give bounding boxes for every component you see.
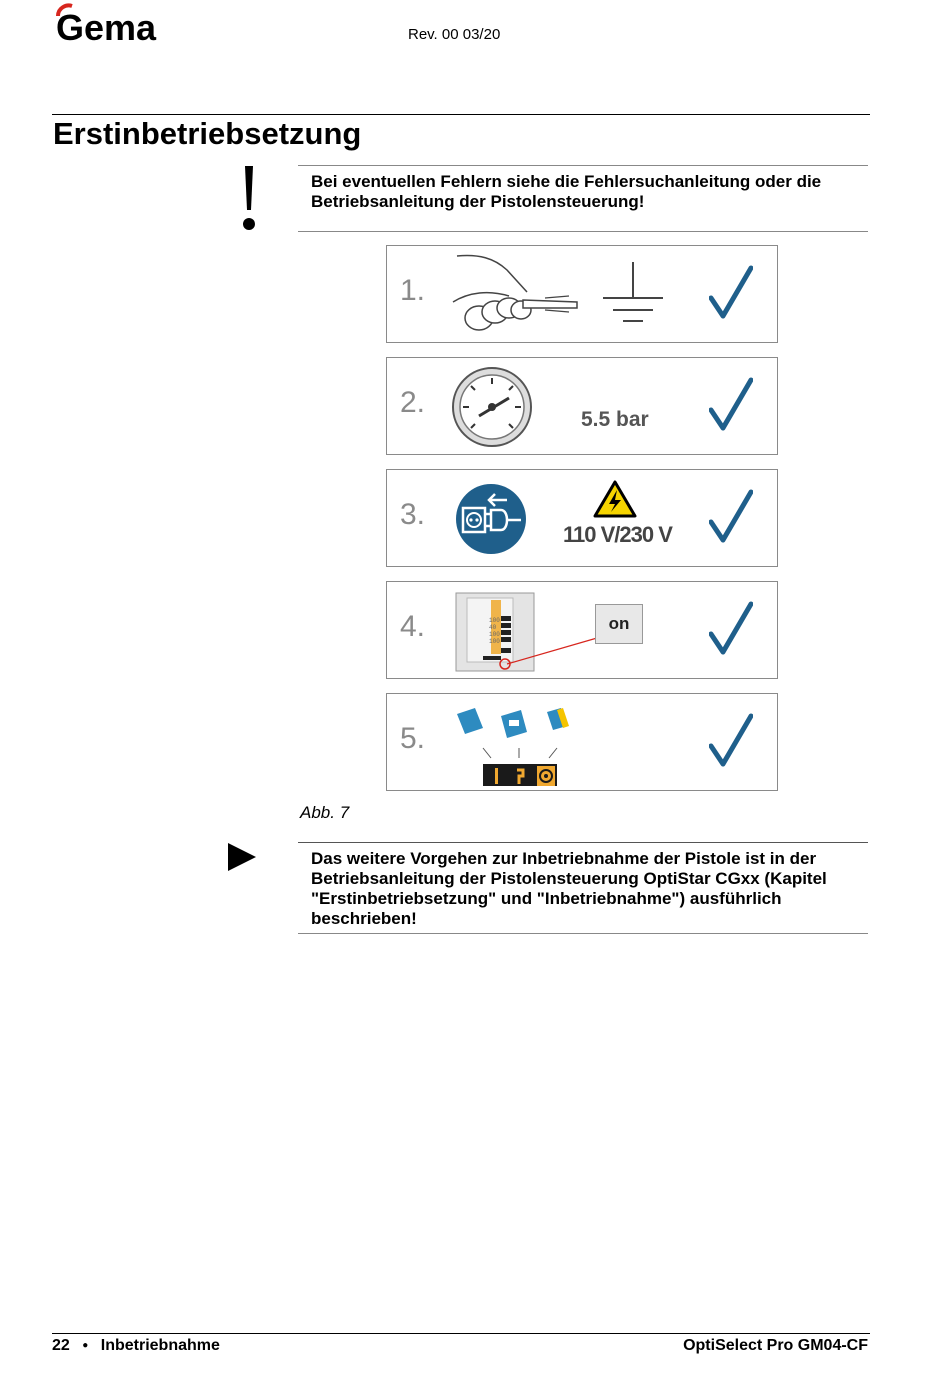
step-panel-3 <box>386 469 778 567</box>
pressure-gauge-icon <box>451 366 533 448</box>
step-number: 4. <box>400 610 426 643</box>
page-title: Erstinbetriebsetzung <box>53 116 362 151</box>
operating-mode-icons <box>453 702 575 786</box>
svg-text:100: 100 <box>489 631 500 638</box>
grounding-clamp-hand-icon <box>449 252 584 338</box>
revision-label: Rev. 00 03/20 <box>408 26 501 43</box>
step-number: 3. <box>400 498 426 531</box>
figure-caption: Abb. 7 <box>300 803 350 822</box>
svg-text:100: 100 <box>489 617 500 624</box>
footer-left <box>52 1337 220 1355</box>
action-bottom-rule <box>298 933 868 934</box>
note-top-rule <box>298 165 868 166</box>
action-top-rule <box>298 842 868 843</box>
checkmark-icon <box>709 600 753 656</box>
logo-text: Gema <box>56 7 157 48</box>
step-number: 5. <box>400 722 426 755</box>
svg-text:40: 40 <box>489 624 497 631</box>
checkmark-icon <box>709 376 753 432</box>
step-panel-5 <box>386 693 778 791</box>
voltage-label: 110 V/230 V <box>563 522 672 547</box>
chapter-name: Inbetriebnahme <box>100 1337 220 1354</box>
title-rule <box>52 114 870 115</box>
svg-text:100: 100 <box>489 638 500 645</box>
warning-note-text: Bei eventuellen Fehlern siehe die Fehlersuchanleitung oder die Betriebsanleitung der Pistolensteuerung! <box>311 172 822 211</box>
checkmark-icon <box>709 264 753 320</box>
step-panel-4 <box>386 581 778 679</box>
callout-line <box>505 636 599 666</box>
on-button-illustration: on <box>595 604 643 644</box>
pressure-label: 5.5 bar <box>581 408 649 431</box>
footer-bullet: ● <box>82 1340 89 1351</box>
checkmark-icon <box>709 488 753 544</box>
step-panel-2 <box>386 357 778 455</box>
product-name: OptiSelect Pro GM04-CF <box>683 1337 868 1354</box>
ground-symbol-icon <box>601 260 665 324</box>
gema-logo <box>52 2 167 48</box>
high-voltage-warning-icon <box>593 480 637 518</box>
arrow-right-icon <box>228 843 256 871</box>
step-number: 2. <box>400 386 426 419</box>
step-panel-1 <box>386 245 778 343</box>
step-number: 1. <box>400 274 426 307</box>
action-note-text: Das weitere Vorgehen zur Inbetriebnahme der Pistole ist in der Betriebsanleitung der Pistolensteuerung OptiStar CGxx (Kapitel "Erstinbetriebsetzung" und "Inbetriebnahme") ausführlich beschrieben! <box>311 849 827 928</box>
checkmark-icon <box>709 712 753 768</box>
plug-connect-icon <box>455 482 527 556</box>
exclamation-icon <box>241 166 257 232</box>
footer-rule <box>52 1333 870 1334</box>
note-bottom-rule <box>298 231 868 232</box>
page-number: 22 <box>52 1337 70 1354</box>
